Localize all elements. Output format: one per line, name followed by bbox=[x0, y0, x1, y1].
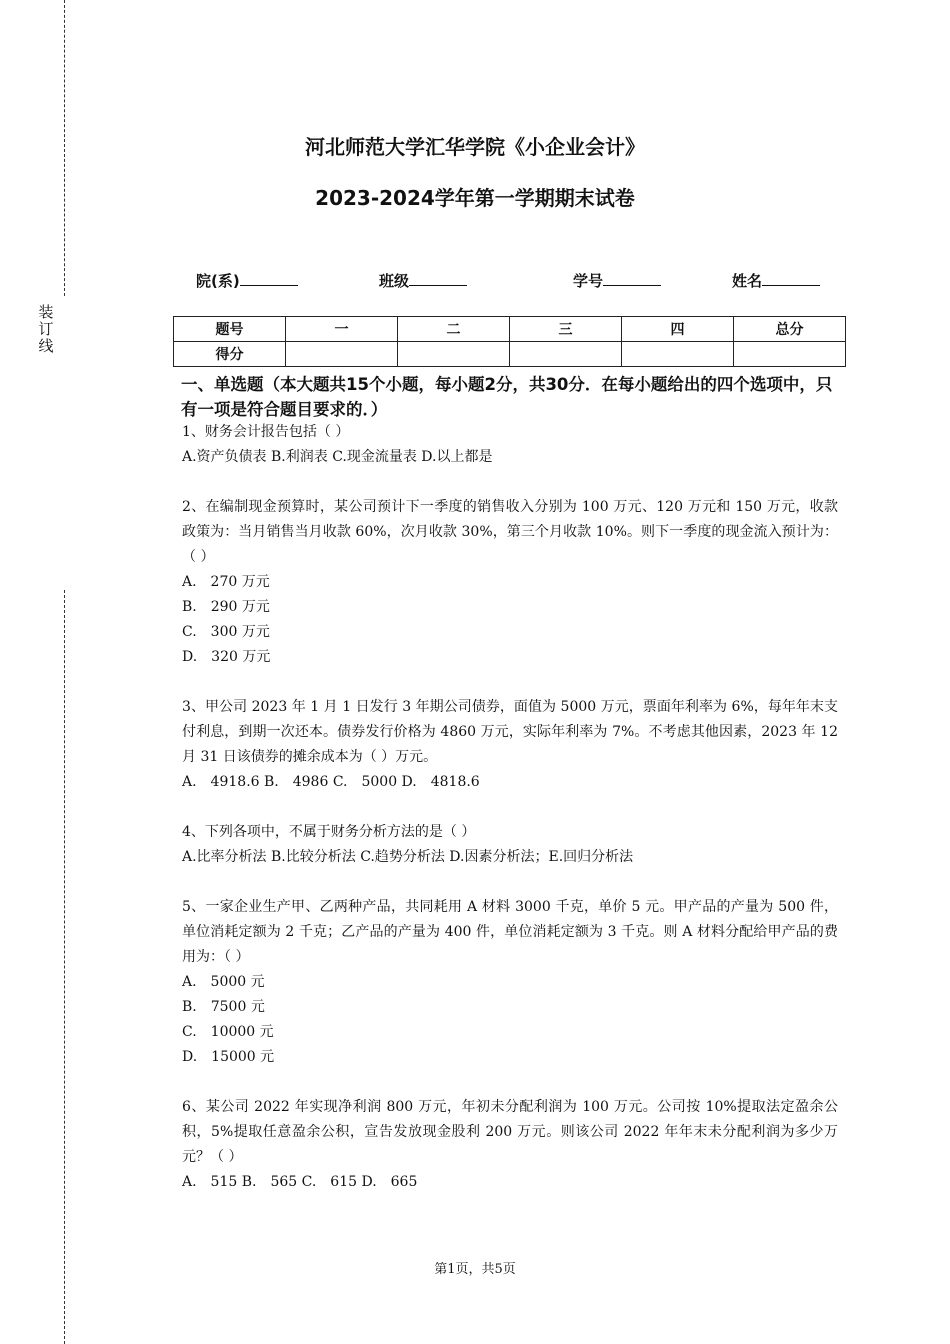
question-stem: 1、财务会计报告包括（ ） bbox=[182, 424, 350, 440]
score-header-cell: 二 bbox=[398, 317, 510, 342]
question-item bbox=[182, 695, 838, 795]
department-blank[interactable] bbox=[240, 271, 298, 286]
exam-title-line1: 河北师范大学汇华学院《小企业会计》 bbox=[305, 135, 645, 159]
score-header-cell: 一 bbox=[286, 317, 398, 342]
name-label: 姓名 bbox=[732, 272, 763, 290]
score-cell[interactable] bbox=[734, 342, 846, 367]
section-heading: 一、单选题（本大题共15个小题，每小题2分，共30分．在每小题给出的四个选项中，只有一项是符合题目要求的．） bbox=[181, 375, 833, 419]
question-stem: 5、一家企业生产甲、乙两种产品，共同耗用 A 材料 3000 千克，单价 5 元。甲产品的产量为 500 件，单位消耗定额为 2 千克；乙产品的产量为 400 件，单位消耗定额为 3 千克。则 A 材料分配给甲产品的费用为：（ ） bbox=[182, 899, 838, 965]
class-blank[interactable] bbox=[409, 271, 467, 286]
question-list bbox=[182, 420, 838, 1220]
binding-char: 订 bbox=[38, 320, 54, 338]
question-option: A. 5000 元 bbox=[182, 974, 265, 990]
department-field[interactable] bbox=[196, 270, 298, 291]
department-label: 院(系) bbox=[196, 272, 240, 290]
score-header-cell: 三 bbox=[510, 317, 622, 342]
question-item bbox=[182, 895, 838, 1070]
question-option: A. 270 万元 bbox=[182, 574, 270, 590]
question-item bbox=[182, 1095, 838, 1195]
question-item bbox=[182, 820, 838, 870]
score-cell[interactable] bbox=[398, 342, 510, 367]
name-blank[interactable] bbox=[762, 271, 820, 286]
student-id-blank[interactable] bbox=[603, 271, 661, 286]
question-option: A. 4918.6 B. 4986 C. 5000 D. 4818.6 bbox=[182, 774, 480, 790]
student-id-label: 学号 bbox=[573, 272, 604, 290]
binding-char: 装 bbox=[38, 303, 54, 321]
score-table bbox=[173, 316, 846, 367]
score-cell[interactable] bbox=[286, 342, 398, 367]
question-option: A. 515 B. 565 C. 615 D. 665 bbox=[182, 1174, 418, 1190]
binding-label bbox=[37, 304, 55, 355]
score-table-header-row bbox=[174, 317, 846, 342]
binding-char: 线 bbox=[38, 337, 54, 355]
question-option: D. 15000 元 bbox=[182, 1049, 275, 1065]
question-option: B. 7500 元 bbox=[182, 999, 265, 1015]
score-header-cell: 题号 bbox=[174, 317, 286, 342]
question-option: A.比率分析法 B.比较分析法 C.趋势分析法 D.因素分析法；E.回归分析法 bbox=[182, 849, 634, 865]
question-stem: 3、甲公司 2023 年 1 月 1 日发行 3 年期公司债券，面值为 5000 万元，票面年利率为 6%，每年年末支付利息，到期一次还本。债券发行价格为 4860 万元，实际年利率为 7%。不考虑其他因素，2023 年 12 月 31 日该债券的摊余成本为（ ）万元。 bbox=[182, 699, 838, 765]
page-footer: 第1页，共5页 bbox=[434, 1262, 516, 1277]
score-cell[interactable] bbox=[622, 342, 734, 367]
score-row-label: 得分 bbox=[174, 342, 286, 367]
question-stem: 2、在编制现金预算时，某公司预计下一季度的销售收入分别为 100 万元、120 万元和 150 万元，收款政策为：当月销售当月收款 60%，次月收款 30%，第三个月收款 10%。则下一季度的现金流入预计为：（ ） bbox=[182, 499, 838, 565]
question-option: D. 320 万元 bbox=[182, 649, 271, 665]
name-field[interactable] bbox=[732, 270, 820, 291]
question-item bbox=[182, 495, 838, 670]
score-header-cell: 四 bbox=[622, 317, 734, 342]
score-cell[interactable] bbox=[510, 342, 622, 367]
question-option: C. 300 万元 bbox=[182, 624, 270, 640]
question-stem: 4、下列各项中，不属于财务分析方法的是（ ） bbox=[182, 824, 476, 840]
score-header-cell: 总分 bbox=[734, 317, 846, 342]
question-item bbox=[182, 420, 838, 470]
binding-dashed-line-bottom bbox=[64, 590, 65, 1344]
question-option: B. 290 万元 bbox=[182, 599, 270, 615]
score-table-score-row bbox=[174, 342, 846, 367]
question-stem: 6、某公司 2022 年实现净利润 800 万元，年初未分配利润为 100 万元。公司按 10%提取法定盈余公积，5%提取任意盈余公积，宣告发放现金股利 200 万元。则该公司 2022 年年末未分配利润为多少万元？（ ） bbox=[182, 1099, 838, 1165]
class-field[interactable] bbox=[379, 270, 467, 291]
class-label: 班级 bbox=[379, 272, 410, 290]
question-option: A.资产负债表 B.利润表 C.现金流量表 D.以上都是 bbox=[182, 449, 493, 465]
question-option: C. 10000 元 bbox=[182, 1024, 274, 1040]
student-id-field[interactable] bbox=[573, 270, 661, 291]
student-info-row bbox=[0, 270, 950, 294]
exam-title-line2: 2023-2024学年第一学期期末试卷 bbox=[315, 186, 635, 210]
